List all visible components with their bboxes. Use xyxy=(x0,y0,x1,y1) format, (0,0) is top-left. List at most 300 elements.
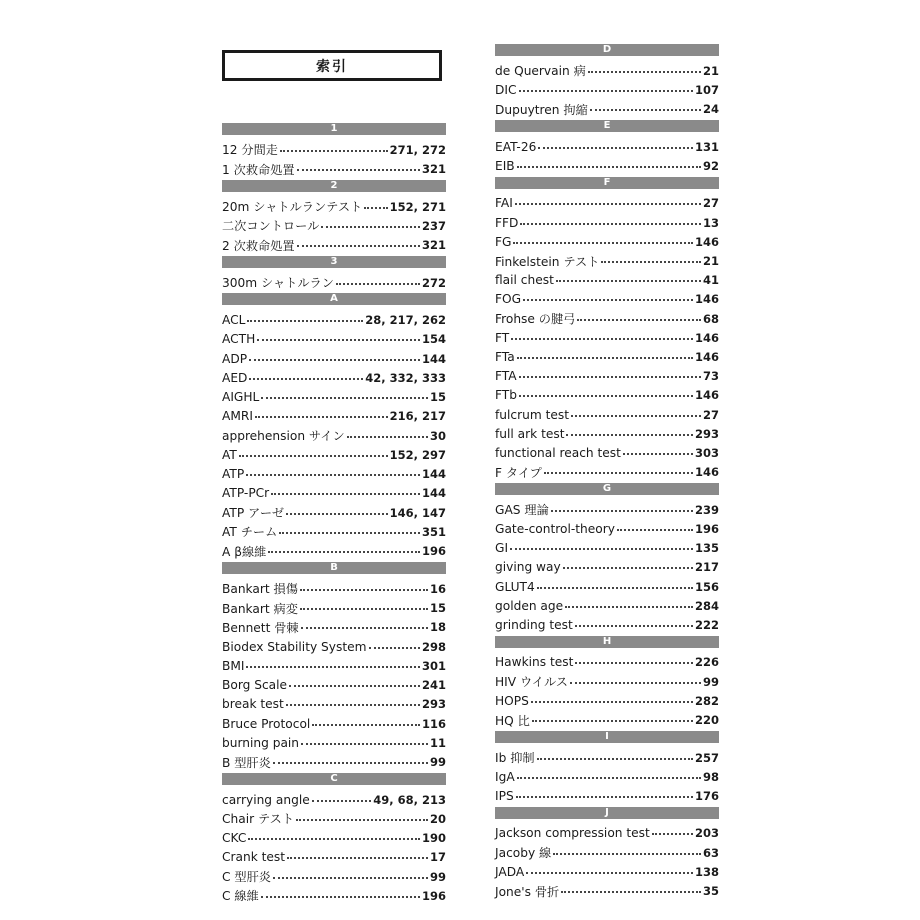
dot-leader xyxy=(570,682,701,684)
index-term: ACTH xyxy=(222,332,256,347)
index-entry xyxy=(222,388,446,407)
index-entry xyxy=(222,445,446,464)
index-term: FAI xyxy=(495,196,513,211)
index-term: break test xyxy=(222,697,284,712)
dot-leader xyxy=(279,532,420,534)
index-entry xyxy=(495,100,719,119)
index-entry xyxy=(495,444,719,463)
index-page-numbers: 68 xyxy=(702,311,719,326)
section-heading: J xyxy=(495,807,719,819)
index-term: Dupuytren 拘縮 xyxy=(495,102,588,117)
dot-leader xyxy=(588,71,701,73)
dot-leader xyxy=(301,627,428,629)
index-entry xyxy=(222,848,446,867)
index-term: HIV ウイルス xyxy=(495,675,568,690)
index-entry xyxy=(222,484,446,503)
dot-leader xyxy=(544,472,693,474)
index-page-numbers: 152, 271 xyxy=(389,199,446,214)
index-term: GI xyxy=(495,541,509,556)
index-term: FTa xyxy=(495,350,515,364)
index-page-numbers: 321 xyxy=(421,162,446,177)
index-page-numbers: 190 xyxy=(421,831,446,846)
index-page-numbers: 144 xyxy=(421,351,446,366)
index-page-numbers: 28, 217, 262 xyxy=(365,313,446,328)
index-page-numbers: 241 xyxy=(421,678,446,692)
dot-leader xyxy=(297,169,420,171)
index-term: ACL xyxy=(222,313,246,328)
index-entry xyxy=(495,862,719,881)
index-term: flail chest xyxy=(495,273,554,288)
dot-leader xyxy=(255,416,388,418)
index-entry xyxy=(222,618,446,637)
index-page-numbers: 282 xyxy=(694,693,719,708)
index-entry xyxy=(222,216,446,235)
index-entry xyxy=(222,407,446,426)
index-term: Gate-control-theory xyxy=(495,521,615,536)
index-term: full ark test xyxy=(495,426,565,441)
index-term: functional reach test xyxy=(495,446,621,460)
index-term: ATP アーゼ xyxy=(222,506,285,521)
dot-leader xyxy=(248,838,420,840)
index-page-numbers: 63 xyxy=(702,845,719,860)
index-page-numbers: 196 xyxy=(694,521,719,536)
dot-leader xyxy=(261,896,420,898)
dot-leader xyxy=(517,166,701,168)
dot-leader xyxy=(537,587,693,589)
section-heading: C xyxy=(222,773,446,785)
dot-leader xyxy=(369,647,420,649)
index-entry xyxy=(495,672,719,691)
index-page-numbers: 152, 297 xyxy=(389,447,446,462)
dot-leader xyxy=(273,877,428,879)
index-entry xyxy=(222,197,446,216)
index-page-numbers: 226 xyxy=(694,655,719,670)
index-entry xyxy=(222,886,446,905)
index-term: Bankart 病変 xyxy=(222,601,298,616)
index-term: ATP xyxy=(222,467,245,482)
index-page-numbers: 27 xyxy=(702,407,719,422)
dot-leader xyxy=(268,551,420,553)
dot-leader xyxy=(617,529,693,531)
index-entry xyxy=(495,213,719,232)
index-term: 20m シャトルランテスト xyxy=(222,200,363,215)
index-term: Bankart 損傷 xyxy=(222,582,298,597)
index-entry xyxy=(495,615,719,634)
index-entry xyxy=(222,236,446,255)
index-entry xyxy=(495,81,719,100)
dot-leader xyxy=(297,245,420,247)
index-page-numbers: 27 xyxy=(702,196,719,211)
index-term: de Quervain 病 xyxy=(495,64,586,79)
dot-leader xyxy=(300,589,428,591)
index-term: Frohse の腱弓 xyxy=(495,312,576,327)
index-page-numbers: 301 xyxy=(421,658,446,673)
index-entry xyxy=(495,61,719,80)
index-term: CKC xyxy=(222,831,247,846)
index-page-numbers: 284 xyxy=(694,598,719,613)
index-term: ATP-PCr xyxy=(222,486,270,501)
dot-leader xyxy=(520,223,701,225)
index-entry xyxy=(495,824,719,843)
dot-leader xyxy=(286,513,388,515)
index-page-numbers: 146 xyxy=(694,292,719,307)
index-entry xyxy=(222,676,446,695)
dot-leader xyxy=(257,339,420,341)
index-page-numbers: 146 xyxy=(694,388,719,403)
index-entry xyxy=(222,330,446,349)
index-entry xyxy=(495,748,719,767)
index-term: FG xyxy=(495,234,512,249)
index-page-numbers: 21 xyxy=(702,63,719,78)
index-page-numbers: 293 xyxy=(694,426,719,441)
index-page-numbers: 16 xyxy=(429,581,446,596)
index-entry xyxy=(495,653,719,672)
dot-leader xyxy=(249,378,363,380)
dot-leader xyxy=(347,436,428,438)
dot-leader xyxy=(513,242,693,244)
index-term: ADP xyxy=(222,351,248,366)
index-term: AMRI xyxy=(222,409,253,424)
dot-leader xyxy=(300,608,428,610)
index-page-numbers: 144 xyxy=(421,467,446,482)
dot-leader xyxy=(551,510,693,512)
dot-leader xyxy=(519,90,693,92)
index-entry xyxy=(222,349,446,368)
index-term: EAT-26 xyxy=(495,139,537,154)
index-page-numbers: 99 xyxy=(429,755,446,769)
index-page-numbers: 13 xyxy=(702,215,719,230)
dot-leader xyxy=(531,701,693,703)
section-heading: I xyxy=(495,731,719,743)
dot-leader xyxy=(336,283,420,285)
section-heading: 1 xyxy=(222,123,446,135)
dot-leader xyxy=(261,397,428,399)
index-term: grinding test xyxy=(495,617,573,632)
index-entry xyxy=(495,882,719,901)
index-term: FOG xyxy=(495,292,522,307)
dot-leader xyxy=(246,666,420,668)
index-entry xyxy=(222,867,446,886)
index-entry xyxy=(222,579,446,598)
index-page-numbers: 220 xyxy=(694,713,719,727)
index-title: 索引 xyxy=(222,50,442,81)
index-entry xyxy=(222,426,446,445)
index-page-numbers: 92 xyxy=(702,158,719,173)
index-entry xyxy=(495,711,719,730)
index-page-numbers: 298 xyxy=(421,639,446,654)
index-page-numbers: 176 xyxy=(694,788,719,803)
dot-leader xyxy=(511,338,693,340)
dot-leader xyxy=(590,109,701,111)
index-term: HQ 比 xyxy=(495,713,530,728)
index-entry xyxy=(495,843,719,862)
index-term: FFD xyxy=(495,215,519,230)
index-entry xyxy=(495,519,719,538)
index-entry xyxy=(222,160,446,179)
index-page-numbers: 272 xyxy=(421,275,446,290)
index-entry xyxy=(222,522,446,541)
index-entry xyxy=(495,348,719,367)
index-page-numbers: 217 xyxy=(694,560,719,575)
section-heading: B xyxy=(222,562,446,574)
dot-leader xyxy=(364,207,387,209)
index-term: Jacoby 線 xyxy=(495,846,552,861)
index-page-numbers: 293 xyxy=(421,697,446,712)
index-page-numbers: 321 xyxy=(421,238,446,253)
dot-leader xyxy=(515,203,701,205)
index-entry xyxy=(495,596,719,615)
index-page-numbers: 146, 147 xyxy=(389,505,446,520)
dot-leader xyxy=(289,685,420,687)
index-entry xyxy=(495,290,719,309)
index-term: GAS 理論 xyxy=(495,503,549,518)
index-term: C 線維 xyxy=(222,889,259,904)
index-page-numbers: 196 xyxy=(421,544,446,559)
dot-leader xyxy=(321,226,420,228)
index-term: Chair テスト xyxy=(222,812,295,827)
index-entry xyxy=(495,786,719,805)
dot-leader xyxy=(575,625,693,627)
index-entry xyxy=(222,809,446,828)
index-page-numbers: 146 xyxy=(694,330,719,345)
index-term: 2 次救命処置 xyxy=(222,238,295,253)
dot-leader xyxy=(575,662,693,664)
index-page-numbers: 135 xyxy=(694,541,719,556)
index-entry xyxy=(495,558,719,577)
dot-leader xyxy=(516,796,693,798)
dot-leader xyxy=(623,453,693,455)
index-entry xyxy=(495,156,719,175)
index-term: Jackson compression test xyxy=(495,826,650,841)
dot-leader xyxy=(273,762,428,764)
index-page-numbers: 146 xyxy=(694,234,719,249)
index-term: BMI xyxy=(222,658,245,673)
index-page-numbers: 30 xyxy=(429,428,446,443)
index-page-numbers: 239 xyxy=(694,502,719,517)
index-page-numbers: 73 xyxy=(702,369,719,384)
index-entry xyxy=(222,599,446,618)
dot-leader xyxy=(523,299,693,301)
index-page-numbers: 35 xyxy=(702,884,719,898)
index-page-numbers: 21 xyxy=(702,254,719,268)
index-entry xyxy=(495,424,719,443)
index-term: apprehension サイン xyxy=(222,429,345,444)
index-entry xyxy=(495,232,719,251)
index-page-numbers: 303 xyxy=(694,446,719,460)
index-entry xyxy=(495,367,719,386)
index-page-numbers: 146 xyxy=(694,350,719,364)
dot-leader xyxy=(577,319,701,321)
index-page-numbers: 20 xyxy=(429,811,446,826)
index-term: FTb xyxy=(495,388,517,403)
dot-leader xyxy=(271,493,420,495)
index-term: IgA xyxy=(495,769,515,784)
index-page-numbers: 49, 68, 213 xyxy=(373,792,446,807)
index-term: A β線維 xyxy=(222,544,267,559)
dot-leader xyxy=(312,800,372,802)
index-entry xyxy=(495,386,719,405)
index-entry xyxy=(222,656,446,675)
index-term: Hawkins test xyxy=(495,655,574,670)
index-term: AIGHL xyxy=(222,390,260,405)
dot-leader xyxy=(553,853,701,855)
index-term: 1 次救命処置 xyxy=(222,162,295,177)
index-entry xyxy=(495,767,719,786)
dot-leader xyxy=(561,891,701,893)
index-entry xyxy=(495,328,719,347)
index-entry xyxy=(222,503,446,522)
section-heading: E xyxy=(495,120,719,132)
index-term: FTA xyxy=(495,369,517,384)
index-page-numbers: 196 xyxy=(421,888,446,903)
section-heading: D xyxy=(495,44,719,56)
index-term: FT xyxy=(495,330,510,345)
dot-leader xyxy=(280,150,388,152)
index-term: fulcrum test xyxy=(495,407,569,422)
section-heading: 2 xyxy=(222,180,446,192)
index-page-numbers: 42, 332, 333 xyxy=(365,370,446,385)
dot-leader xyxy=(510,548,693,550)
dot-leader xyxy=(601,261,701,263)
section-heading: F xyxy=(495,177,719,189)
index-page-numbers: 15 xyxy=(429,601,446,615)
dot-leader xyxy=(538,147,693,149)
dot-leader xyxy=(247,320,363,322)
dot-leader xyxy=(301,743,428,745)
index-term: carrying angle xyxy=(222,792,310,807)
index-page-numbers: 271, 272 xyxy=(389,142,446,157)
index-term: AED xyxy=(222,370,248,385)
index-page-numbers: 203 xyxy=(694,826,719,841)
index-entry xyxy=(222,714,446,733)
dot-leader xyxy=(571,415,701,417)
index-term: F タイプ xyxy=(495,465,542,480)
dot-leader xyxy=(563,567,693,569)
index-entry xyxy=(495,194,719,213)
index-page-numbers: 24 xyxy=(702,102,719,117)
dot-leader xyxy=(239,455,388,457)
index-term: 12 分間走 xyxy=(222,143,278,158)
index-page-numbers: 351 xyxy=(421,524,446,539)
index-term: Borg Scale xyxy=(222,678,288,692)
index-page-numbers: 146 xyxy=(694,465,719,480)
index-entry xyxy=(222,753,446,772)
dot-leader xyxy=(532,720,693,722)
index-term: GLUT4 xyxy=(495,579,535,594)
index-term: giving way xyxy=(495,560,561,575)
index-entry xyxy=(222,465,446,484)
index-page-numbers: 17 xyxy=(429,850,446,865)
section-heading: G xyxy=(495,483,719,495)
index-entry xyxy=(495,137,719,156)
index-page-numbers: 131 xyxy=(694,139,719,154)
index-page-numbers: 216, 217 xyxy=(389,409,446,424)
index-term: JADA xyxy=(495,864,525,879)
index-term: Biodex Stability System xyxy=(222,639,367,654)
index-page-numbers: 154 xyxy=(421,332,446,347)
index-term: golden age xyxy=(495,598,564,613)
index-entry xyxy=(495,463,719,482)
index-page-numbers: 18 xyxy=(429,620,446,635)
index-page-numbers: 107 xyxy=(694,83,719,97)
index-term: IPS xyxy=(495,788,514,803)
dot-leader xyxy=(566,434,693,436)
index-entry xyxy=(495,405,719,424)
index-entry xyxy=(495,577,719,596)
index-entry xyxy=(222,311,446,330)
dot-leader xyxy=(312,724,420,726)
index-page-numbers: 99 xyxy=(702,674,719,689)
dot-leader xyxy=(526,872,693,874)
index-term: AT xyxy=(222,447,237,462)
dot-leader xyxy=(565,606,693,608)
index-entry xyxy=(495,539,719,558)
index-entry xyxy=(495,271,719,290)
index-page-numbers: 257 xyxy=(694,750,719,765)
dot-leader xyxy=(517,357,693,359)
index-entry xyxy=(222,542,446,561)
index-term: Bennett 骨棘 xyxy=(222,620,299,635)
dot-leader xyxy=(556,280,701,282)
index-page-numbers: 41 xyxy=(702,273,719,288)
index-page-numbers: 99 xyxy=(429,869,446,884)
index-page-numbers: 222 xyxy=(694,617,719,632)
dot-leader xyxy=(517,777,701,779)
index-term: Finkelstein テスト xyxy=(495,254,600,269)
dot-leader xyxy=(287,857,428,859)
index-entry xyxy=(222,733,446,752)
index-entry xyxy=(222,637,446,656)
dot-leader xyxy=(537,758,693,760)
index-entry xyxy=(222,368,446,387)
index-page-numbers: 144 xyxy=(421,486,446,501)
index-page-numbers: 98 xyxy=(702,769,719,784)
index-page-numbers: 138 xyxy=(694,864,719,879)
index-term: C 型肝炎 xyxy=(222,870,271,885)
index-entry xyxy=(495,500,719,519)
index-entry xyxy=(222,695,446,714)
index-entry xyxy=(222,273,446,292)
index-term: 二次コントロール xyxy=(222,219,320,234)
index-entry xyxy=(222,140,446,159)
index-term: Crank test xyxy=(222,850,286,865)
index-entry xyxy=(495,309,719,328)
index-term: B 型肝炎 xyxy=(222,755,271,770)
index-page-numbers: 11 xyxy=(429,735,446,750)
dot-leader xyxy=(652,833,693,835)
index-entry xyxy=(495,691,719,710)
section-heading: H xyxy=(495,636,719,648)
dot-leader xyxy=(249,359,420,361)
dot-leader xyxy=(296,819,428,821)
section-heading: A xyxy=(222,293,446,305)
index-entry xyxy=(495,252,719,271)
dot-leader xyxy=(286,704,420,706)
index-term: AT チーム xyxy=(222,525,278,540)
dot-leader xyxy=(519,395,693,397)
index-term: burning pain xyxy=(222,735,300,750)
index-entry xyxy=(222,790,446,809)
index-term: EIB xyxy=(495,158,515,173)
index-page-numbers: 237 xyxy=(421,218,446,233)
index-term: DIC xyxy=(495,83,517,97)
index-term: Ib 抑制 xyxy=(495,751,535,765)
index-page-numbers: 15 xyxy=(429,390,446,405)
dot-leader xyxy=(246,474,420,476)
index-page-numbers: 116 xyxy=(421,716,446,731)
index-term: HOPS xyxy=(495,693,529,708)
index-term: Jone's 骨折 xyxy=(495,884,560,899)
